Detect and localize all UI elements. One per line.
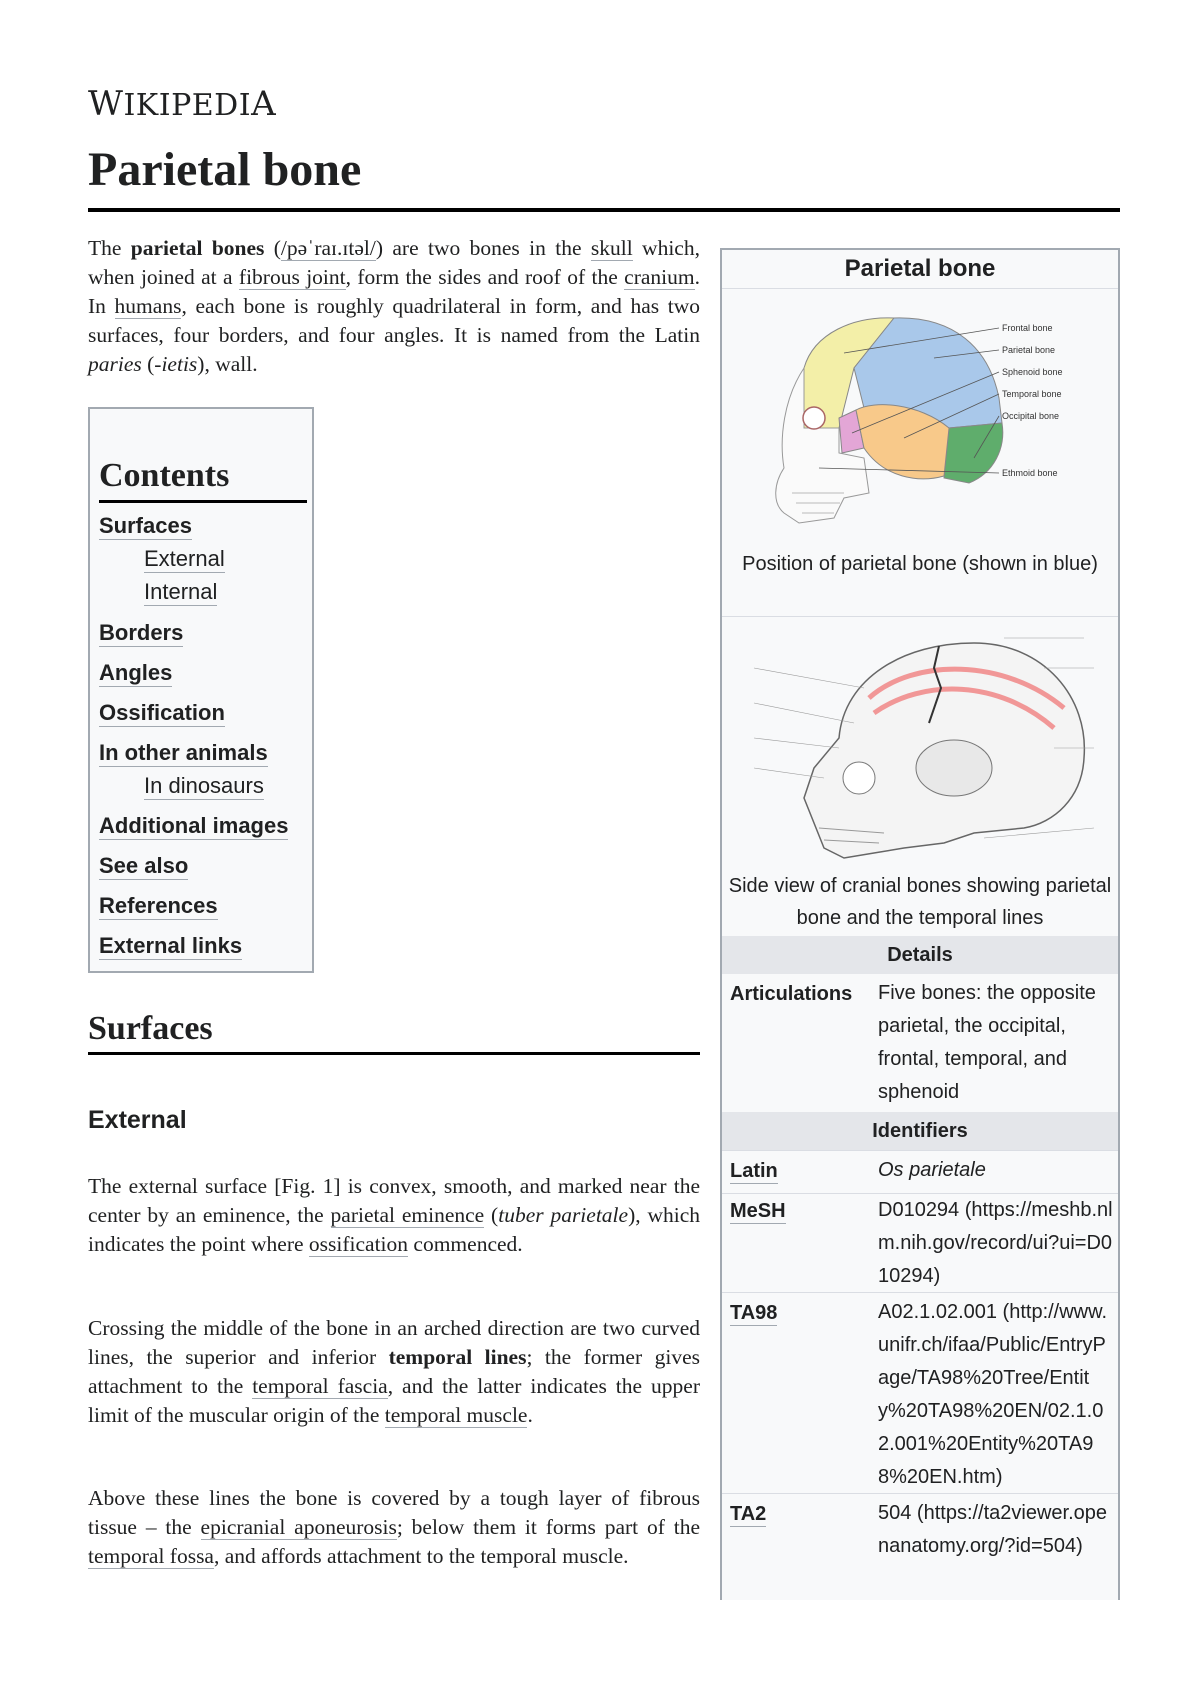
paragraph-temporal-lines: Crossing the middle of the bone in an arched direction are two curved lines, the superior and inferior temporal lines; the former gives attachment to the temporal fascia, and the latter indicates the upper limit of the muscular origin of the temporal muscle. [88, 1316, 700, 1427]
temporal-bone-label: Temporal bone [1002, 389, 1062, 399]
wikipedia-logo[interactable] [88, 84, 276, 124]
infobox-separator [722, 1493, 1118, 1494]
toc-item-see-also[interactable]: See also [99, 853, 189, 878]
link-cranium[interactable]: cranium [624, 265, 695, 289]
intro-paragraph: The parietal bones (/pəˈraɪ.ɪtəl/) are two bones in the skull which, when joined at a fibrous joint, form the sides and roof of the cranium. In humans, each bone is roughly quadrilateral in form, and has two surfaces, four borders, and four angles. It is named from the Latin paries (-ietis), wall. [88, 236, 700, 376]
ta98-label[interactable]: TA98 [730, 1302, 778, 1324]
toc-item-borders[interactable]: Borders [99, 620, 184, 645]
skull-diagram-image[interactable] [744, 308, 1094, 530]
infobox-title: Parietal bone [844, 255, 996, 282]
infobox-separator [722, 1150, 1118, 1151]
section-divider [88, 1052, 700, 1055]
parietal-bone-label: Parietal bone [1002, 345, 1056, 355]
paragraph-epicranial: Above these lines the bone is covered by a tough layer of fibrous tissue – the epicranial aponeurosis; below them it forms part of the temporal fossa, and affords attachment to the temporal muscle. [88, 1486, 701, 1568]
orbit [843, 762, 875, 794]
title-divider [88, 208, 1120, 212]
section-heading-surfaces: Surfaces [88, 1010, 213, 1047]
toc-item-external-links[interactable]: External links [99, 933, 243, 958]
toc-item-ossification[interactable]: Ossification [99, 700, 225, 725]
paragraph-external-surface: The external surface [Fig. 1] is convex, smooth, and marked near the center by an eminence, the parietal eminence (tuber parietale), which indicates the point where ossification commenced. [88, 1174, 700, 1256]
toc-item-references[interactable]: References [99, 893, 218, 918]
infobox-separator [722, 616, 1118, 617]
ipa-link[interactable]: /pəˈraɪ.ɪtəl/ [280, 236, 376, 260]
link-parietal-eminence[interactable]: parietal eminence [330, 1203, 485, 1227]
logo-letter-w: W [88, 84, 124, 124]
link-temporal-fossa[interactable]: temporal fossa [88, 1544, 214, 1568]
mesh-label[interactable]: MeSH [730, 1200, 786, 1222]
ethmoid-bone-label: Ethmoid bone [1002, 468, 1058, 478]
infobox [720, 248, 1120, 1600]
image2-caption: Side view of cranial bones showing parietal bone and the temporal lines [728, 875, 1112, 929]
toc-item-in-other-animals[interactable]: In other animals [99, 740, 268, 765]
frontal-bone-label: Frontal bone [1002, 323, 1053, 333]
eye-socket [803, 407, 825, 429]
table-of-contents [88, 407, 314, 973]
toc-divider [99, 500, 307, 503]
toc-heading: Contents [99, 457, 230, 494]
latin-value: Os parietale [878, 1159, 986, 1181]
occipital-bone-region [944, 423, 1003, 483]
articulations-value: Five bones: the opposite parietal, the occipital, frontal, temporal, and sphenoid [878, 982, 1096, 1103]
logo-letters: IKIPEDI [123, 88, 252, 123]
link-skull[interactable]: skull [590, 236, 633, 260]
ta98-link[interactable]: A02.1.02.001 (http://www.unifr.ch/ifaa/Public/EntryPage/TA98%20Tree/Entity%20TA98%20EN/02.1.02.001%20Entity%20TA98%20EN.htm) [878, 1301, 1108, 1488]
link-temporal-muscle[interactable]: temporal muscle [384, 1403, 528, 1427]
link-epicranial-aponeurosis[interactable]: epicranial aponeurosis [200, 1515, 397, 1539]
infobox-separator [722, 288, 1118, 289]
identifiers-header: Identifiers [722, 1112, 1118, 1150]
link-ossification[interactable]: ossification [308, 1232, 409, 1256]
logo-letter-a: A [251, 84, 277, 124]
link-humans[interactable]: humans [114, 294, 182, 318]
toc-item-external[interactable]: External [144, 546, 225, 571]
subsection-heading-external: External [88, 1106, 187, 1134]
cranial-bones-side-view-image[interactable] [744, 628, 1100, 868]
ta2-link[interactable]: 504 (https://ta2viewer.openanatomy.org/?id=504) [878, 1502, 1108, 1557]
occipital-bone-label: Occipital bone [1002, 411, 1060, 421]
details-header: Details [722, 936, 1118, 974]
link-temporal-fascia[interactable]: temporal fascia [252, 1374, 388, 1398]
latin-label[interactable]: Latin [730, 1160, 778, 1182]
ta2-label[interactable]: TA2 [730, 1503, 767, 1525]
mesh-link[interactable]: D010294 (https://meshb.nlm.nih.gov/record/ui?ui=D010294) [878, 1199, 1113, 1287]
toc-item-surfaces[interactable]: Surfaces [99, 513, 192, 538]
toc-item-in-dinosaurs[interactable]: In dinosaurs [144, 773, 264, 798]
toc-item-angles[interactable]: Angles [99, 660, 173, 685]
articulations-label: Articulations [730, 983, 853, 1005]
infobox-separator [722, 1292, 1118, 1293]
sphenoid-bone-label: Sphenoid bone [1002, 367, 1063, 377]
toc-item-additional-images[interactable]: Additional images [99, 813, 289, 838]
bold-term: parietal bones [130, 236, 265, 260]
bold-term: temporal lines [388, 1345, 527, 1369]
temporal-region [916, 740, 992, 796]
toc-item-internal[interactable]: Internal [144, 579, 218, 604]
link-fibrous-joint[interactable]: fibrous joint [238, 265, 346, 289]
page-title: Parietal bone [88, 143, 362, 196]
image1-caption: Position of parietal bone (shown in blue) [742, 553, 1098, 575]
